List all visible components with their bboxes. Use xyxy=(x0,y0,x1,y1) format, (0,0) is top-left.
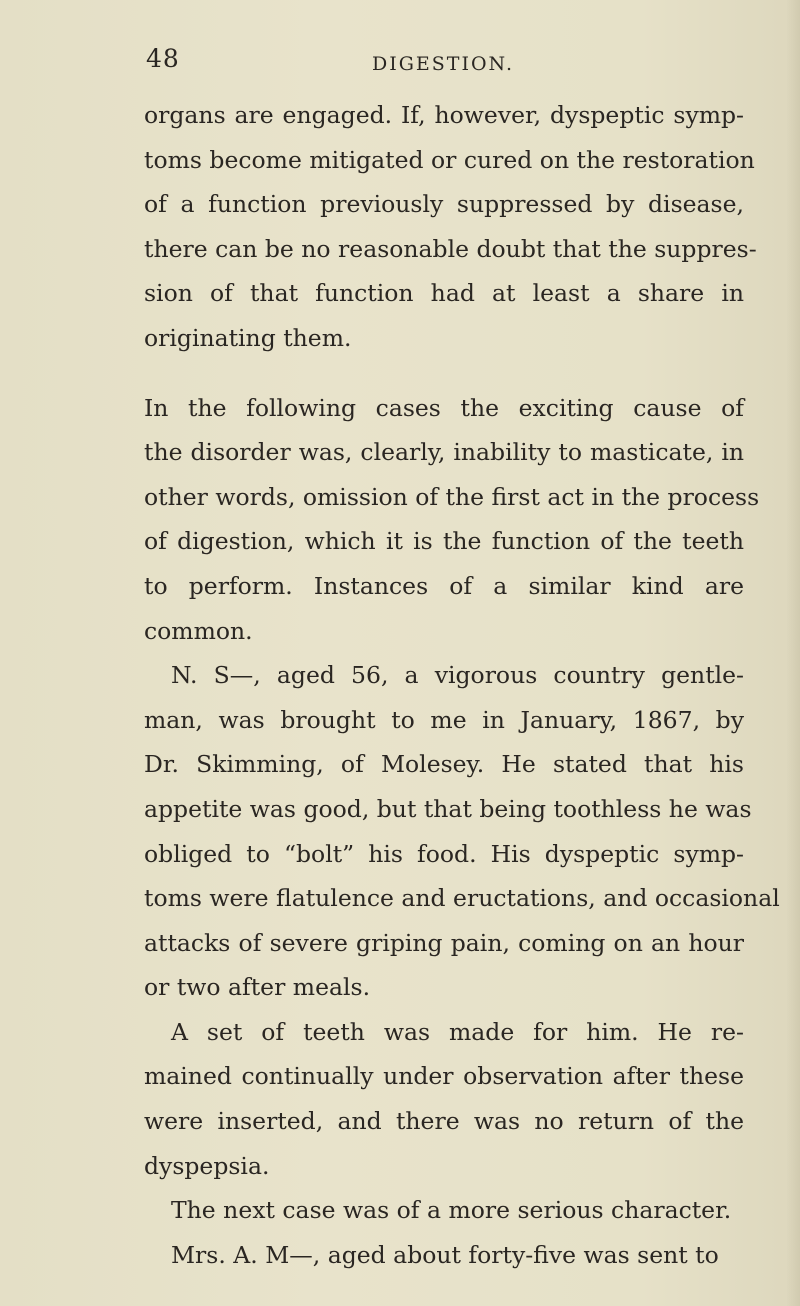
paragraph xyxy=(144,1188,744,1233)
text-line: obliged to “bolt” his food. His dyspeptic symp- xyxy=(144,839,744,868)
text-line: to perform. Instances of a similar kind are xyxy=(144,571,744,600)
text-line: N. S—, aged 56, a vigorous country gentle- xyxy=(171,661,744,690)
paragraph xyxy=(144,653,780,1010)
text-line: there can be no reasonable doubt that the suppres- xyxy=(144,234,757,263)
text-line: common. xyxy=(144,616,253,645)
text-line: of a function previously suppressed by disease, xyxy=(144,190,744,219)
paragraph xyxy=(144,1233,744,1278)
text-line: toms become mitigated or cured on the restoration xyxy=(144,145,755,174)
text-line: attacks of severe griping pain, coming on an hour xyxy=(144,928,744,957)
body-text xyxy=(144,93,780,1277)
text-line: The next case was of a more serious character. xyxy=(171,1196,732,1225)
text-line: toms were flatulence and eructations, and occasional xyxy=(144,884,780,913)
text-line: Dr. Skimming, of Molesey. He stated that his xyxy=(144,750,744,779)
text-line: sion of that function had at least a share in xyxy=(144,279,744,308)
running-head: DIGESTION. xyxy=(372,53,515,75)
paragraph xyxy=(144,93,757,361)
text-line: man, was brought to me in January, 1867, by xyxy=(144,705,744,734)
paragraph-gap xyxy=(144,361,744,386)
text-line: of digestion, which it is the function of the teeth xyxy=(144,527,744,556)
text-line: appetite was good, but that being toothless he was xyxy=(144,794,752,823)
text-line: A set of teeth was made for him. He re- xyxy=(171,1017,744,1046)
text-line: organs are engaged. If, however, dyspeptic symp- xyxy=(144,101,744,129)
page-header xyxy=(0,44,800,84)
text-line: or two after meals. xyxy=(144,973,371,1002)
text-line: were inserted, and there was no return of the xyxy=(144,1107,744,1136)
text-line: In the following cases the exciting cause of xyxy=(144,393,744,422)
paragraph xyxy=(144,386,760,654)
page-number: 48 xyxy=(146,44,180,73)
text-line: other words, omission of the first act in the process xyxy=(144,482,760,511)
text-line: originating them. xyxy=(144,323,352,352)
page-edge-shadow xyxy=(786,0,800,1306)
paragraph xyxy=(144,1010,744,1188)
text-line: dyspepsia. xyxy=(144,1151,270,1180)
text-line: Mrs. A. M—, aged about forty-five was sent to xyxy=(171,1240,719,1269)
text-line: mained continually under observation after these xyxy=(144,1062,744,1091)
text-line: the disorder was, clearly, inability to masticate, in xyxy=(144,438,744,467)
